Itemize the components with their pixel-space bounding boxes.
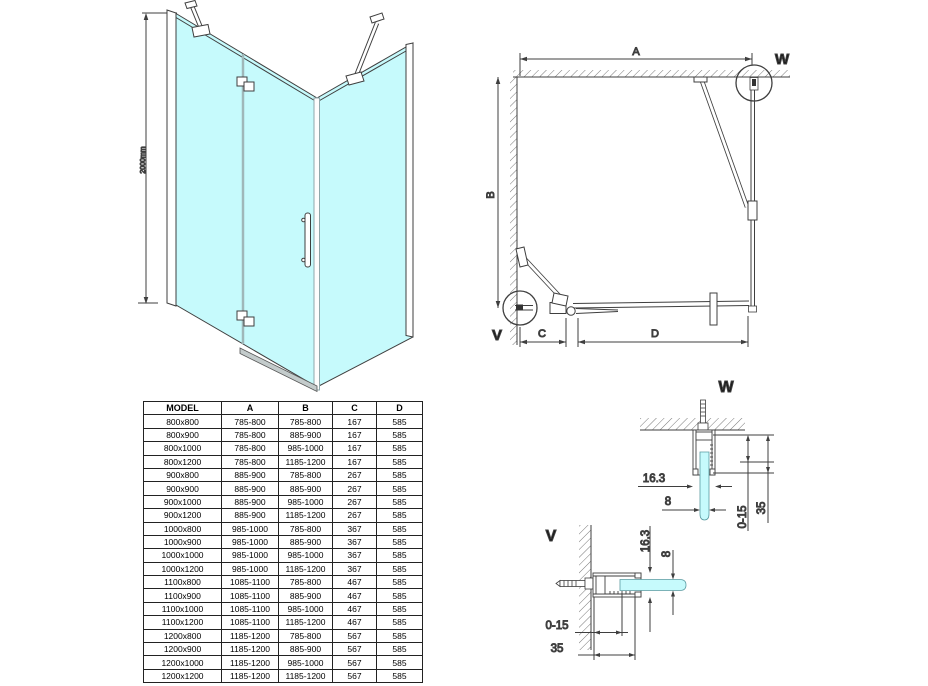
size-table (143, 401, 423, 683)
table-cell: 1200x800 (144, 629, 222, 642)
column-header: C (333, 402, 377, 415)
table-cell: 1185-1200 (222, 669, 279, 682)
table-cell: 585 (377, 482, 423, 495)
detail-w-dim-depth-label: 35 (756, 501, 768, 515)
detail-callout-v-label: V (492, 327, 503, 344)
table-cell: 1100x900 (144, 589, 222, 602)
table-cell: 367 (333, 522, 377, 535)
column-header: B (279, 402, 333, 415)
table-cell: 585 (377, 629, 423, 642)
table-cell: 800x1200 (144, 455, 222, 468)
table-cell: 267 (333, 482, 377, 495)
table-cell: 585 (377, 509, 423, 522)
table-cell: 885-900 (279, 643, 333, 656)
table-cell: 1085-1100 (222, 589, 279, 602)
table-row (144, 535, 423, 548)
table-cell: 467 (333, 616, 377, 629)
table-cell: 900x800 (144, 468, 222, 481)
table-cell: 985-1000 (222, 549, 279, 562)
table-cell: 1185-1200 (222, 643, 279, 656)
table-cell: 985-1000 (222, 522, 279, 535)
table-cell: 585 (377, 549, 423, 562)
detail-v-dim-width-label: 16.3 (640, 529, 652, 553)
table-cell: 267 (333, 509, 377, 522)
table-cell: 785-800 (222, 455, 279, 468)
table-cell: 585 (377, 562, 423, 575)
table-cell: 267 (333, 495, 377, 508)
side-panel-plan (749, 83, 757, 312)
detail-w-dim-glass-label: 8 (664, 496, 672, 508)
detail-v-dim-glass-label: 8 (661, 550, 673, 558)
table-row (144, 656, 423, 669)
table-cell: 1085-1100 (222, 576, 279, 589)
table-cell: 785-800 (279, 576, 333, 589)
table-row (144, 482, 423, 495)
table-cell: 800x800 (144, 415, 222, 428)
table-cell: 785-800 (279, 629, 333, 642)
wall-hatch-left (510, 77, 517, 345)
table-cell: 585 (377, 669, 423, 682)
brace-lower-plan (516, 247, 568, 306)
table-cell: 167 (333, 415, 377, 428)
anchor-screw (698, 400, 708, 430)
table-cell: 585 (377, 602, 423, 615)
glass-panel-front (176, 14, 317, 388)
table-cell: 785-800 (222, 415, 279, 428)
table-cell: 885-900 (279, 482, 333, 495)
table-cell: 985-1000 (279, 656, 333, 669)
table-cell: 167 (333, 455, 377, 468)
table-cell: 585 (377, 455, 423, 468)
table-cell: 1185-1200 (279, 509, 333, 522)
table-cell: 585 (377, 522, 423, 535)
table-cell: 885-900 (279, 589, 333, 602)
dimension-a-label: A (632, 46, 640, 58)
detail-callout-w-label: W (775, 51, 790, 68)
table-cell: 585 (377, 428, 423, 441)
column-header: D (377, 402, 423, 415)
table-cell: 167 (333, 442, 377, 455)
dimension-d-label: D (651, 328, 659, 340)
table-cell: 985-1000 (222, 562, 279, 575)
table-cell: 800x900 (144, 428, 222, 441)
table-row (144, 562, 423, 575)
dimension-c-label: C (538, 328, 546, 340)
plan-view-drawing (480, 35, 802, 365)
table-cell: 1085-1100 (222, 602, 279, 615)
anchor-screw (556, 578, 593, 589)
table-cell: 585 (377, 616, 423, 629)
table-row (144, 442, 423, 455)
detail-v-dim-adjust-label: 0-15 (545, 620, 569, 632)
table-cell: 885-900 (222, 509, 279, 522)
table-cell: 800x1000 (144, 442, 222, 455)
dimension-b-label: B (485, 191, 497, 199)
door-handle-plan (710, 293, 717, 325)
table-cell: 885-900 (279, 428, 333, 441)
table-cell: 885-900 (222, 468, 279, 481)
table-cell: 567 (333, 629, 377, 642)
table-cell: 585 (377, 535, 423, 548)
height-dimension-label: 2000mm (140, 146, 147, 174)
table-cell: 467 (333, 589, 377, 602)
column-header: A (222, 402, 279, 415)
table-cell: 1185-1200 (279, 616, 333, 629)
table-cell: 785-800 (279, 522, 333, 535)
table-row (144, 455, 423, 468)
table-cell: 1200x1200 (144, 669, 222, 682)
table-header-row (144, 402, 423, 415)
table-cell: 585 (377, 656, 423, 669)
table-cell: 1200x1000 (144, 656, 222, 669)
table-cell: 1000x900 (144, 535, 222, 548)
table-cell: 785-800 (222, 442, 279, 455)
table-cell: 985-1000 (279, 442, 333, 455)
table-cell: 1000x800 (144, 522, 222, 535)
table-row (144, 576, 423, 589)
table-cell: 367 (333, 562, 377, 575)
table-cell: 585 (377, 576, 423, 589)
detail-v-dim-depth (578, 653, 635, 657)
table-cell: 585 (377, 643, 423, 656)
wall-hatch-top (513, 70, 790, 77)
detail-w-dim-width (638, 485, 732, 489)
table-cell: 567 (333, 669, 377, 682)
table-cell: 1200x900 (144, 643, 222, 656)
table-cell: 1185-1200 (279, 562, 333, 575)
table-row (144, 549, 423, 562)
detail-callout-v (503, 291, 537, 325)
table-cell: 785-800 (279, 415, 333, 428)
table-cell: 1185-1200 (279, 455, 333, 468)
table-cell: 985-1000 (222, 535, 279, 548)
table-row (144, 616, 423, 629)
column-header: MODEL (144, 402, 222, 415)
table-cell: 467 (333, 602, 377, 615)
table-cell: 585 (377, 415, 423, 428)
table-row (144, 495, 423, 508)
dimension-d (578, 316, 748, 347)
table-row (144, 415, 423, 428)
table-cell: 785-800 (279, 468, 333, 481)
table-cell: 900x1200 (144, 509, 222, 522)
table-cell: 985-1000 (279, 495, 333, 508)
detail-w-dim-adjust-label: 0-15 (737, 505, 749, 529)
wall-profile-right (406, 43, 413, 337)
table-cell: 985-1000 (279, 549, 333, 562)
table-row (144, 509, 423, 522)
table-cell: 1100x1000 (144, 602, 222, 615)
glass-section (620, 580, 686, 591)
glass-panel-side (317, 43, 413, 387)
table-cell: 985-1000 (279, 602, 333, 615)
table-cell: 585 (377, 442, 423, 455)
table-cell: 1100x1200 (144, 616, 222, 629)
iso-view-drawing (125, 0, 435, 400)
table-row (144, 428, 423, 441)
table-row (144, 522, 423, 535)
table-cell: 1000x1200 (144, 562, 222, 575)
table-cell: 585 (377, 589, 423, 602)
table-cell: 1000x1000 (144, 549, 222, 562)
corner-post (314, 98, 320, 390)
ceiling-hatch (640, 418, 745, 430)
table-row (144, 629, 423, 642)
table-row (144, 643, 423, 656)
table-cell: 467 (333, 576, 377, 589)
table-cell: 585 (377, 495, 423, 508)
table-row (144, 468, 423, 481)
table-cell: 585 (377, 468, 423, 481)
table-cell: 785-800 (222, 428, 279, 441)
table-row (144, 589, 423, 602)
table-cell: 267 (333, 468, 377, 481)
table-cell: 885-900 (222, 495, 279, 508)
table-row (144, 669, 423, 682)
table-cell: 1085-1100 (222, 616, 279, 629)
detail-w-title: W (718, 379, 734, 396)
wall-profile-left (167, 10, 176, 306)
table-cell: 885-900 (222, 482, 279, 495)
brace-upper-plan (694, 77, 757, 220)
detail-v-title: V (545, 528, 557, 545)
table-cell: 367 (333, 535, 377, 548)
table-cell: 1185-1200 (279, 669, 333, 682)
table-cell: 885-900 (279, 535, 333, 548)
table-cell: 1100x800 (144, 576, 222, 589)
detail-v-dim-depth-label: 35 (550, 643, 564, 655)
table-cell: 167 (333, 428, 377, 441)
detail-v-drawing (530, 505, 710, 686)
table-cell: 900x1000 (144, 495, 222, 508)
table-cell: 567 (333, 656, 377, 669)
table-cell: 1185-1200 (222, 629, 279, 642)
table-cell: 1185-1200 (222, 656, 279, 669)
table-cell: 367 (333, 549, 377, 562)
table-row (144, 602, 423, 615)
detail-w-dim-width-label: 16.3 (642, 473, 666, 485)
table-cell: 900x900 (144, 482, 222, 495)
table-cell: 567 (333, 643, 377, 656)
